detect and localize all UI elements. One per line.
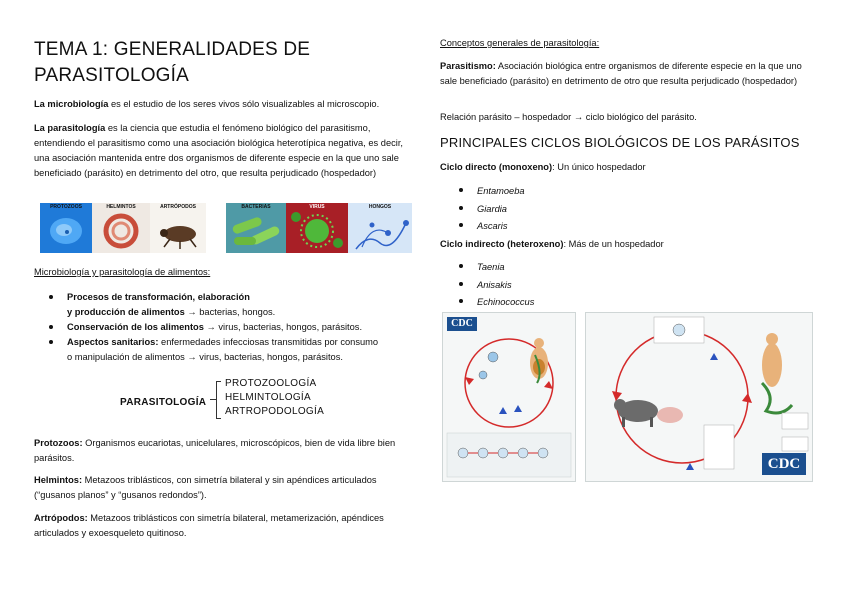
bullet-text: → bacterias, hongos. [184, 307, 276, 317]
protozoo-illustration [40, 203, 92, 253]
ciclo-indirecto-line [440, 237, 815, 252]
helminto-illustration [92, 203, 150, 253]
parasitologia-diagram [120, 378, 380, 420]
parasitismo-text: Asociación biológica entre organismos de diferente especie en la que uno sale beneficiado (parásito) en detrimento de otro que resulta perjudicado (hospedador) [440, 61, 802, 86]
list-item [34, 335, 414, 365]
diagram-sub-protozoologia: PROTOZOOLOGÍA [225, 378, 317, 389]
helmintos-paragraph [34, 473, 409, 503]
cdc-logo: CDC [447, 317, 477, 331]
cdc-logo-large: CDC [762, 453, 806, 475]
list-item: Giardia [444, 201, 744, 219]
bullet-term: Conservación de los alimentos [67, 322, 204, 332]
list-item: Echinococcus [444, 294, 744, 312]
alimentos-list [34, 290, 414, 365]
ciclo-indirecto-term: Ciclo indirecto (heteroxeno) [440, 239, 564, 249]
protozoos-image [40, 203, 92, 253]
microbiologia-paragraph [34, 97, 409, 112]
helmintos-text: Metazoos triblásticos, con simetría bilateral y sin apéndices articulados (“gusanos planos” y “gusanos redondos”). [34, 475, 377, 500]
protozoos-paragraph [34, 436, 409, 466]
diagram-bracket [216, 381, 221, 419]
parasitologia-paragraph [34, 121, 409, 181]
list-item: Taenia [444, 259, 744, 277]
ciclo-indirecto-list [444, 259, 744, 312]
virus-image [286, 203, 348, 253]
artropodos-paragraph [34, 511, 409, 541]
list-item [34, 320, 414, 335]
strip-gap [206, 203, 226, 253]
title-line-1: TEMA 1: GENERALIDADES DE [34, 39, 311, 60]
ciclo-indirecto-text: : Más de un hospedador [563, 239, 664, 249]
virus-label: VIRUS [309, 204, 325, 210]
alimentos-heading: Microbiología y parasitología de alimentos: [34, 267, 211, 277]
bacterias-label: BACTERIAS [241, 204, 271, 210]
diagram-main-label: PARASITOLOGÍA [120, 397, 207, 408]
bacteria-illustration [226, 203, 286, 253]
page-title [34, 37, 414, 89]
bullet-term: Procesos de transformación, elaboración [67, 292, 250, 302]
parasitismo-term: Parasitismo: [440, 61, 496, 71]
helmintos-image [92, 203, 150, 253]
parasitismo-paragraph [440, 59, 815, 89]
list-item: Entamoeba [444, 183, 744, 201]
ciclo-directo-text: : Un único hospedador [552, 162, 646, 172]
ciclo-directo-term: Ciclo directo (monoxeno) [440, 162, 553, 172]
artropodos-label: ARTRÓPODOS [160, 204, 196, 210]
artropodos-image [150, 203, 206, 253]
ciclo-directo-line [440, 160, 815, 175]
virus-illustration [286, 203, 348, 253]
title-line-2: PARASITOLOGÍA [34, 65, 189, 86]
bullet-text: enfermedades infecciosas transmitidas por consumo [158, 337, 379, 347]
bullet-text: → virus, bacterias, hongos, parásitos. [203, 322, 363, 332]
ciclo-directo-figure [442, 312, 576, 482]
parasitologia-text: es la ciencia que estudia el fenómeno biológico del parasitismo, entendiendo el parasitismo como una asociación biológica heterotípica negativa, es decir, una asociación mantenida entre dos organismos de diferente especie en la que uno sale beneficiado (parásito) en detrimento del otro, que resulta perjudicado (hospedador) [34, 123, 404, 178]
list-item [34, 290, 414, 320]
hongos-label: HONGOS [368, 204, 392, 210]
bullet-term-continued: y producción de alimentos [67, 307, 185, 317]
bullet-text-continued: o manipulación de alimentos → virus, bacterias, hongos, parásitos. [67, 352, 343, 362]
bacterias-image [226, 203, 286, 253]
ciclos-heading: PRINCIPALES CICLOS BIOLÓGICOS DE LOS PARÁSITOS [440, 135, 800, 150]
bullet-term: Aspectos sanitarios: [67, 337, 159, 347]
list-item: Anisakis [444, 277, 744, 295]
parasitologia-term: La parasitología [34, 123, 106, 133]
diagram-sub-artropodologia: ARTROPODOLOGÍA [225, 406, 325, 417]
microbiologia-text: es el estudio de los seres vivos sólo visualizables al microscopio. [108, 99, 380, 109]
hongo-illustration [348, 203, 412, 253]
ciclo-directo-list [444, 183, 744, 236]
protozoos-text: Organismos eucariotas, unicelulares, microscópicos, bien de vida libre bien parásitos. [34, 438, 396, 463]
relacion-text: Relación parásito – hospedador → ciclo biológico del parásito. [440, 112, 697, 122]
direct-cycle-illustration [443, 313, 575, 481]
diagram-sub-helmintologia: HELMINTOLOGÍA [225, 392, 311, 403]
artropodo-illustration [150, 203, 206, 253]
helmintos-label: HELMINTOS [106, 204, 136, 210]
ciclo-indirecto-figure [585, 312, 813, 482]
protozoos-term: Protozoos: [34, 438, 83, 448]
conceptos-heading: Conceptos generales de parasitología: [440, 38, 600, 48]
protozoos-label: PROTOZOOS [50, 204, 82, 210]
list-item: Ascaris [444, 218, 744, 236]
microbiologia-term: La microbiología [34, 99, 109, 109]
artropodos-term: Artrópodos: [34, 513, 88, 523]
hongos-image [348, 203, 412, 253]
organisms-image-strip [40, 203, 412, 253]
helmintos-term: Helmintos: [34, 475, 83, 485]
artropodos-text: Metazoos triblásticos con simetría bilateral, metamerización, apéndices articulados y exoesqueleto quitinoso. [34, 513, 384, 538]
